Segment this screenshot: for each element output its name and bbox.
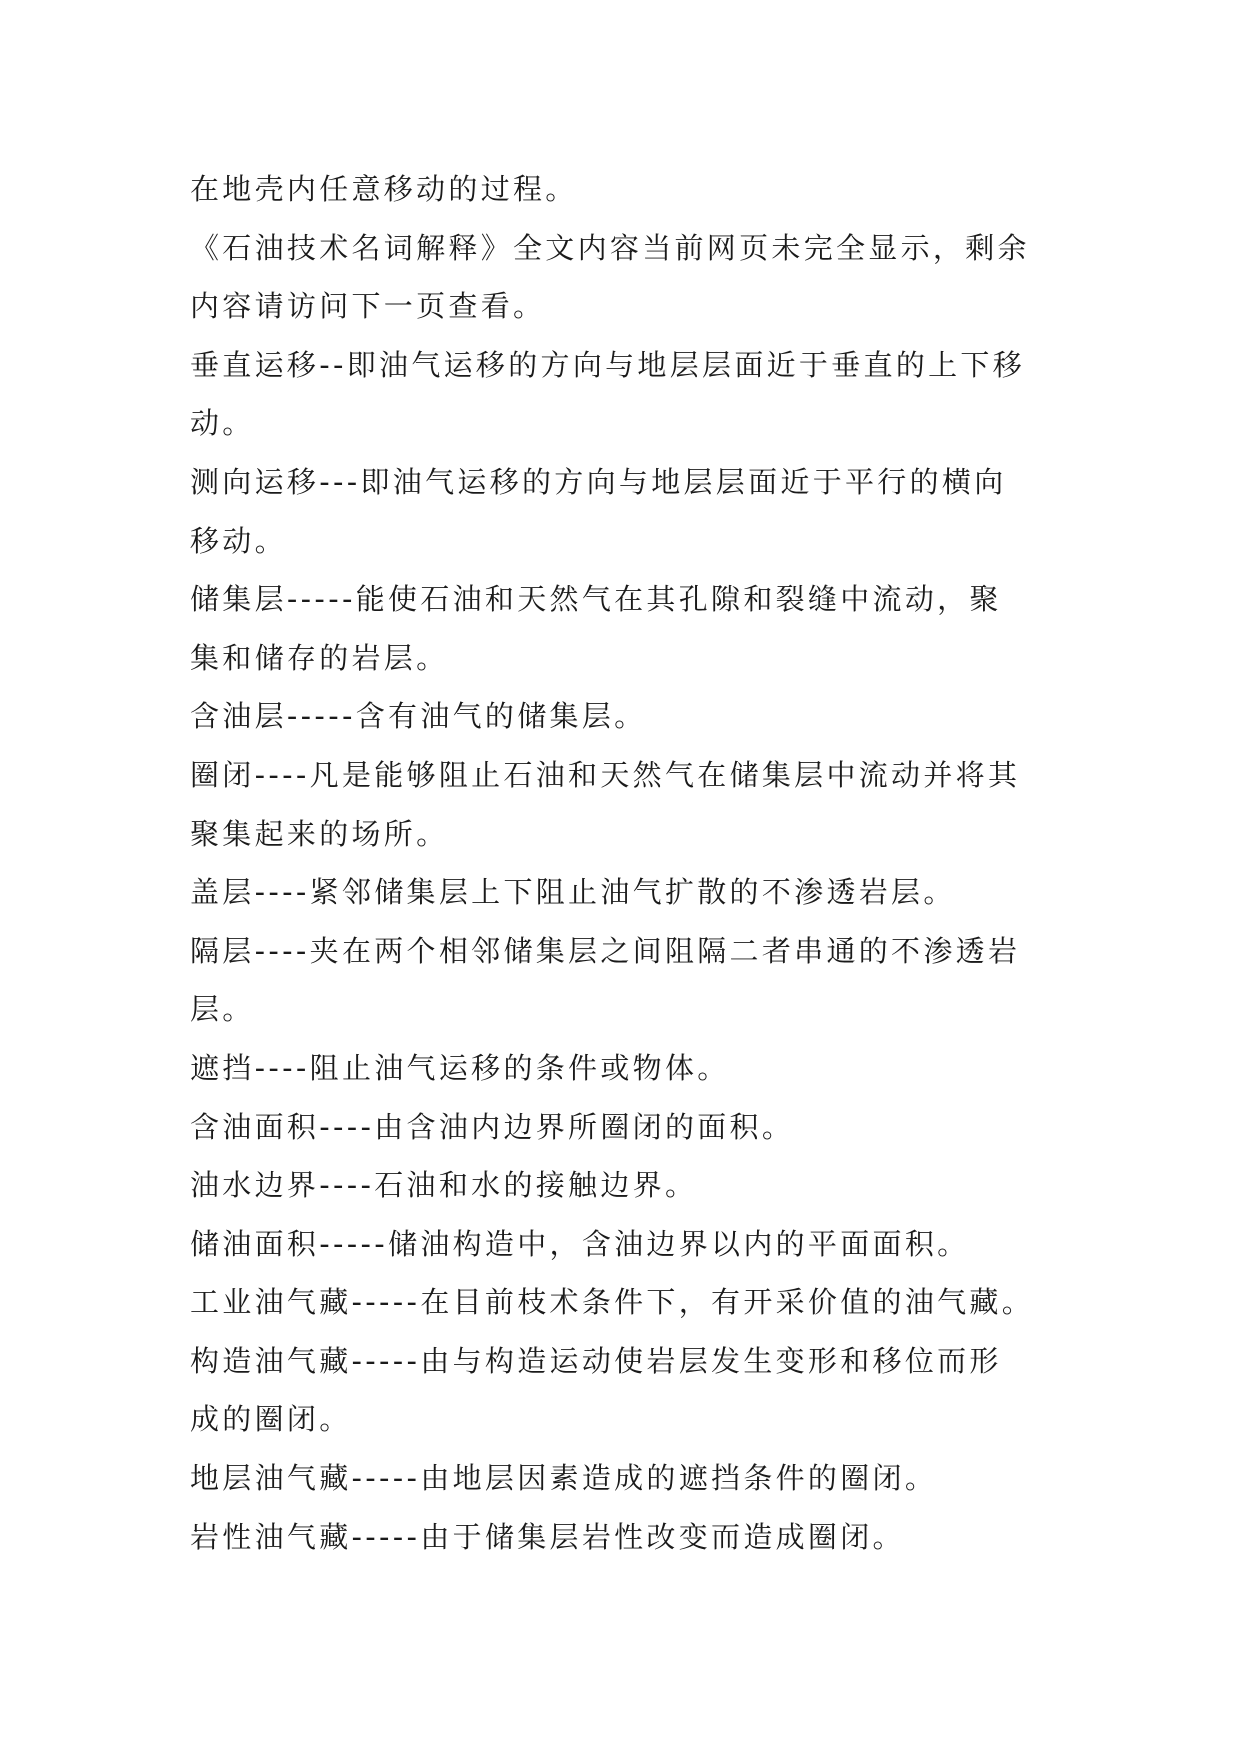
text-line: 构造油气藏-----由与构造运动使岩层发生变形和移位而形 <box>190 1343 1002 1378</box>
text-line: 油水边界----石油和水的接触边界。 <box>190 1168 698 1203</box>
document-body <box>190 160 1090 1566</box>
text-line: 测向运移---即油气运移的方向与地层层面近于平行的横向 <box>190 464 1007 499</box>
text-line: 圈闭----凡是能够阻止石油和天然气在储集层中流动并将其 <box>190 757 1021 792</box>
text-line: 移动。 <box>190 523 287 558</box>
text-line: 隔层----夹在两个相邻储集层之间阻隔二者串通的不渗透岩 <box>190 933 1021 968</box>
text-line: 储集层-----能使石油和天然气在其孔隙和裂缝中流动，聚 <box>190 582 1002 617</box>
text-line: 在地壳内任意移动的过程。 <box>190 172 578 206</box>
text-line: 《石油技术名词解释》全文内容当前网页未完全显示，剩余 <box>190 230 1030 265</box>
text-line: 动。 <box>190 406 255 441</box>
text-line: 工业油气藏-----在目前枝术条件下，有开采价值的油气藏。 <box>190 1285 1035 1320</box>
text-line: 成的圈闭。 <box>190 1402 352 1437</box>
text-line: 内容请访问下一页查看。 <box>190 289 546 324</box>
text-line: 层。 <box>190 992 255 1027</box>
text-line: 含油面积----由含油内边界所圈闭的面积。 <box>190 1109 795 1144</box>
text-line: 含油层-----含有油气的储集层。 <box>190 699 647 734</box>
text-line: 遮挡----阻止油气运移的条件或物体。 <box>190 1050 730 1085</box>
text-line: 盖层----紧邻储集层上下阻止油气扩散的不渗透岩层。 <box>190 875 956 910</box>
text-line: 储油面积-----储油构造中，含油边界以内的平面面积。 <box>190 1226 970 1261</box>
text-line: 岩性油气藏-----由于储集层岩性改变而造成圈闭。 <box>190 1519 905 1554</box>
text-line: 地层油气藏-----由地层因素造成的遮挡条件的圈闭。 <box>190 1461 938 1496</box>
text-line: 垂直运移--即油气运移的方向与地层层面近于垂直的上下移 <box>190 347 1026 382</box>
text-line: 集和储存的岩层。 <box>190 640 449 675</box>
text-line: 聚集起来的场所。 <box>190 816 449 851</box>
